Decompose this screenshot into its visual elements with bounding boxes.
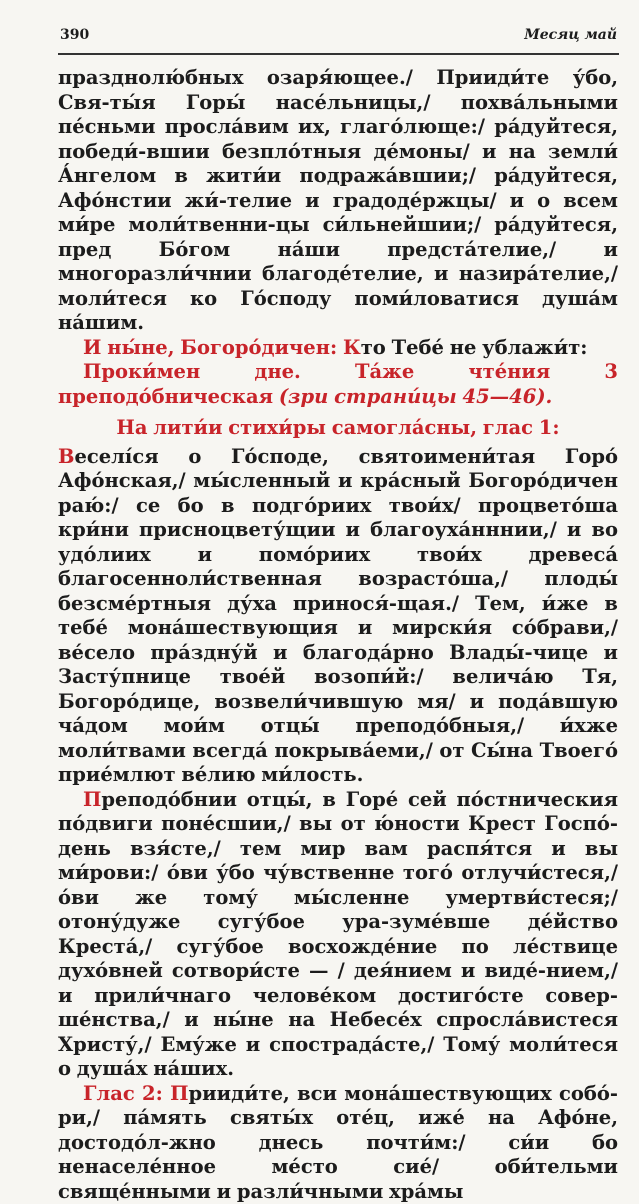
theotokion-text: то Тебе́ не ублажи́т: <box>361 336 588 359</box>
stichera-1-text: еселі́ся о Го́споде, святоимени́тая Горо́ Афо́нская,/ мы́сленный и кра́сный Богоро́дичен раю́:/ се бо в подго́риих твои́х/ процвето́ша кри́ни присноцвету́щии и благоуха́нннии,/ и во удо́лиих и помо́риих твои́х древеса́ благосенноли́ственная возрасто́ша,/ плоды́ безсме́ртныя ду́ха принося́-щая./ Тем, и́же в тебе́ мона́шествующия и мирски́я со́брави,/ ве́село пра́здну́й и благода́рно Влады́-чице и Засту́пнице твое́й возопи́й:/ велича́ю Тя, Богоро́дице, возвели́чившую мя/ и пода́вшую ча́дом мои́м отцы́ преподо́бныя,/ и́хже моли́твами всегда́ покрыва́еми,/ от Сы́на Твоего́ прие́млют ве́лию ми́лость. <box>58 445 618 787</box>
rubric-tone-2: Глас 2: П <box>83 1082 189 1105</box>
paragraph-prokeimenon <box>58 360 618 409</box>
page-reference: (зри страни́цы 45—46). <box>279 385 553 408</box>
tone-2-text: рииди́те, вси мона́шествующих собо́-ри,/ па́мять святы́х оте́ц, иже́ на Афо́не, достодо́л-жно днесь почти́м:/ си́и бо ненаселе́нное ме́сто сие́/ оби́тельми свяще́нными и разли́чными хра́мы <box>58 1082 618 1203</box>
initial-letter: П <box>83 788 101 811</box>
section-heading-litiya: На лити́и стихи́ры самогла́сны, глас 1: <box>58 416 618 441</box>
paragraph-stichera-1 <box>58 445 618 788</box>
paragraph-troparion: празднолю́бных озаря́ющее./ Прииди́те у́бо, Свя-ты́я Горы́ насе́льницы,/ похва́льными пе́сньми просла́вим их, глаго́люще:/ ра́дуйтеся, победи́-вшии безпло́тныя де́моны/ и на земли́ А́нгелом в жити́и подража́вшии;/ ра́дуйтеся, Афо́нстии жи́-телие и градоде́ржцы/ и о всем ми́ре моли́твенни-цы си́льнейшии;/ ра́дуйтеся, пред Бо́гом на́ши предста́телие,/ и многоразли́чнии благоде́телие, и назира́телие,/ моли́теся ко Го́споду поми́ловатися душа́м на́шим. <box>58 66 618 336</box>
rubric-prokeimenon: Проки́мен дне. Та́же чте́ния 3 преподо́бническая <box>58 360 618 408</box>
paragraph-theotokion <box>58 336 618 361</box>
page-number: 390 <box>60 27 89 43</box>
rubric-theotokion: И ны́не, Богоро́дичен: К <box>83 336 361 359</box>
page-body <box>58 66 618 1204</box>
paragraph-tone-2 <box>58 1082 618 1204</box>
page-header <box>60 27 617 47</box>
paragraph-stichera-2 <box>58 788 618 1082</box>
stichera-2-text: реподо́бнии отцы́, в Горе́ сей по́стническия по́двиги поне́сшии,/ вы от ю́ности Крест Госпо́-день взя́сте,/ тем мир вам распя́тся и вы ми́рови:/ о́ви у́бо чу́вственне того́ отлучи́стеся,/о́ви же тому́ мы́сленне умертви́стеся;/ отону́дуже сугу́бое ура-зуме́вше де́йство Креста́,/ сугу́бое восхожде́ние по ле́ствице духо́вней сотвори́сте — / дея́нием и виде́-нием,/ и прили́чнаго челове́ком достиго́сте совер-ше́нства,/ и ны́не на Небесе́х спросла́вистеся Христу́,/ Ему́же и спострада́сте,/ Тому́ моли́теся о душа́х на́ших. <box>58 788 618 1081</box>
initial-letter: В <box>58 445 74 468</box>
header-rule <box>58 53 619 55</box>
running-title: Месяц май <box>524 27 617 43</box>
